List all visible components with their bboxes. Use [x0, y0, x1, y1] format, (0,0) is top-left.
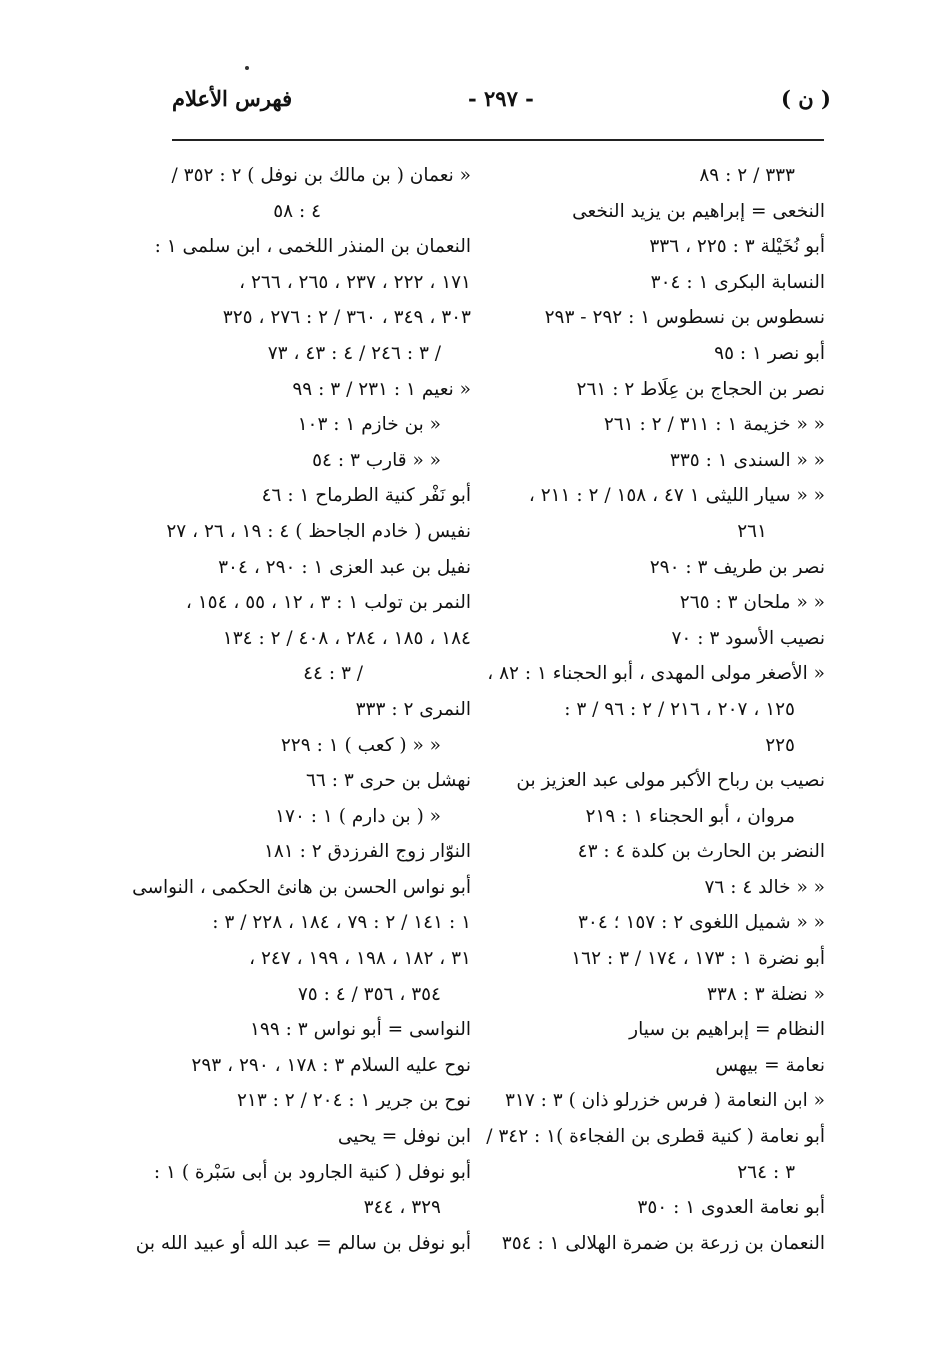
index-entry: « « قارب ٣ : ٥٤	[312, 449, 441, 471]
index-entry: النعمان بن زرعة بن ضمرة الهلالى ١ : ٣٥٤	[501, 1232, 825, 1254]
index-entry: النواسى = أبو نواس ٣ : ١٩٩	[249, 1019, 471, 1041]
index-entry: النسابة البكرى ١ : ٣٠٤	[650, 271, 825, 293]
index-entry: النمر بن تولب ١ : ٣ ، ١٢ ، ٥٥ ، ١٥٤ ،	[185, 592, 471, 614]
index-entry: نوح بن جرير ١ : ٢٠٤ / ٢ : ٢١٣	[236, 1090, 471, 1112]
section-mark: ( ن )	[781, 86, 831, 111]
index-entry: نوح عليه السلام ٣ : ١٧٨ ، ٢٩٠ ، ٢٩٣	[191, 1054, 471, 1076]
index-entry: نصر بن طريف ٣ : ٢٩٠	[649, 556, 825, 578]
index-entry: ٣٥٤ ، ٣٥٦ / ٤ : ٧٥	[297, 983, 441, 1005]
index-entry: ٢٢٥	[765, 734, 795, 756]
index-entry: ١٢٥ ، ٢٠٧ ، ٢١٦ / ٢ : ٩٦ / ٣ :	[564, 698, 795, 720]
index-entry: ٢٦١	[737, 520, 767, 542]
left-column	[132, 158, 471, 1261]
index-entry: ٤ : ٥٨	[273, 200, 321, 222]
index-title: فهرس الأعلام	[172, 86, 293, 111]
index-entry: النعمان بن المنذر اللخمى ، ابن سلمى ١ :	[154, 236, 471, 258]
page-number: - ٢٩٧ -	[468, 86, 534, 111]
index-entry: / ٣ : ٢٤٦ / ٤ : ٤٣ ، ٧٣	[267, 342, 441, 364]
index-entry: أبو نوفل بن سالم = عبد الله أو عبيد الله بن	[135, 1232, 471, 1254]
index-entry: ١٧١ ، ٢٢٢ ، ٢٣٧ ، ٢٦٥ ، ٢٦٦ ،	[239, 271, 471, 293]
index-entry: « « السندى ١ : ٣٣٥	[669, 449, 825, 471]
index-entry: « « سيار الليثى ١ ٤٧ ، ١٥٨ / ٢ : ٢١١ ،	[528, 485, 825, 507]
index-entry: نصيب بن رباح الأكبر مولى عبد العزيز بن	[516, 770, 825, 792]
index-entry: « « ملحان ٣ : ٢٦٥	[679, 592, 825, 614]
index-entry: / ٣ : ٤٤	[303, 663, 363, 685]
index-entry: « نعيم ١ : ٢٣١ / ٣ : ٩٩	[292, 378, 471, 400]
index-entry: نصيب الأسود ٣ : ٧٠	[671, 627, 825, 649]
index-entry: أبو نعامة العدوى ١ : ٣٥٠	[637, 1197, 825, 1219]
print-speck	[245, 66, 249, 70]
index-entry: النوّار زوج الفرزدق ٢ : ١٨١	[263, 841, 471, 863]
index-entry: نسطوس بن نسطوس ١ : ٢٩٢ - ٢٩٣	[544, 307, 825, 329]
index-entry: النظام = إبراهيم بن سيار	[629, 1019, 825, 1041]
index-entry: النخعى = إبراهيم بن يزيد النخعى	[572, 200, 825, 222]
index-entry: أبو نصر ١ : ٩٥	[714, 342, 825, 364]
index-entry: أبو نوفل ( كنية الجارود بن أبى سَبْرة ) ١ :	[153, 1161, 471, 1183]
index-entry: ٣٢٩ ، ٣٤٤	[363, 1197, 441, 1219]
index-entry: « بن خازم ١ : ١٠٣	[297, 414, 441, 436]
index-entry: أبو نَفْر كنية الطرماح ١ : ٤٦	[261, 485, 471, 507]
index-entry: ١ : ١٤١ / ٢ : ٧٩ ، ١٨٤ ، ٢٢٨ / ٣ :	[212, 912, 471, 934]
index-entry: أبو نضرة ١ : ١٧٣ ، ١٧٤ / ٣ : ١٦٢	[571, 948, 825, 970]
index-entry: ٣١ ، ١٨٢ ، ١٩٨ ، ١٩٩ ، ٢٤٧ ،	[249, 948, 471, 970]
index-entry: « « شميل اللغوى ٢ : ١٥٧ ؛ ٣٠٤	[577, 912, 825, 934]
index-entry: نصر بن الحجاج بن عِلَاط ٢ : ٢٦١	[576, 378, 825, 400]
index-entry: « نعمان ( بن مالك بن نوفل ) ٢ : ٣٥٢ /	[171, 165, 471, 186]
index-entry: ٣٣٣ / ٢ : ٨٩	[699, 165, 795, 186]
index-entry: « الأصغر مولى المهدى ، أبو الحجناء ١ : ٨٢ ،	[487, 663, 825, 685]
index-entry: « « ( كعب ) ١ : ٢٢٩	[280, 734, 441, 756]
index-entry: نفيل بن عبد العزى ١ : ٢٩٠ ، ٣٠٤	[218, 556, 471, 578]
index-entry: نفيس ( خادم الجاحظ ) ٤ : ١٩ ، ٢٦ ، ٢٧	[166, 520, 471, 542]
right-column	[486, 158, 825, 1261]
index-entry: « « خزيمة ١ : ٣١١ / ٢ : ٢٦١	[603, 414, 825, 436]
index-entry: ٣٠٣ ، ٣٤٩ ، ٣٦٠ / ٢ : ٢٧٦ ، ٣٢٥	[222, 307, 471, 329]
index-entry: نعامة = بيهس	[715, 1054, 825, 1076]
index-entry: « ابن النعامة ( فرس خزرلو ذان ) ٣ : ٣١٧	[504, 1090, 825, 1112]
index-entry: نهشل بن حرى ٣ : ٦٦	[305, 770, 471, 792]
index-entry: ١٨٤ ، ١٨٥ ، ٢٨٤ ، ٤٠٨ / ٢ : ١٣٤	[222, 627, 471, 649]
index-entry: النضر بن الحارث بن كلدة ٤ : ٤٣	[577, 841, 825, 863]
index-entry: أبو نُخَيْلة ٣ : ٢٢٥ ، ٣٣٦	[649, 236, 825, 258]
index-entry: ابن نوفل = يحيى	[337, 1126, 471, 1148]
index-entry: « « خالد ٤ : ٧٦	[704, 876, 825, 898]
index-entry: أبو نعامة ( كنية قطرى بن الفجاءة )١ : ٣٤٢ /	[486, 1126, 825, 1148]
index-entry: مروان ، أبو الحجناء ١ : ٢١٩	[585, 805, 795, 827]
index-entry: النمرى ٢ : ٣٣٣	[355, 698, 471, 720]
index-entry: أبو نواس الحسن بن هانئ الحكمى ، النواسى	[132, 876, 471, 898]
index-entry: « نضلة ٣ : ٣٣٨	[706, 983, 825, 1005]
header-rule	[172, 139, 824, 141]
index-entry: « ( بن دارم ) ١ : ١٧٠	[275, 805, 441, 827]
index-entry: ٣ : ٢٦٤	[737, 1161, 795, 1183]
